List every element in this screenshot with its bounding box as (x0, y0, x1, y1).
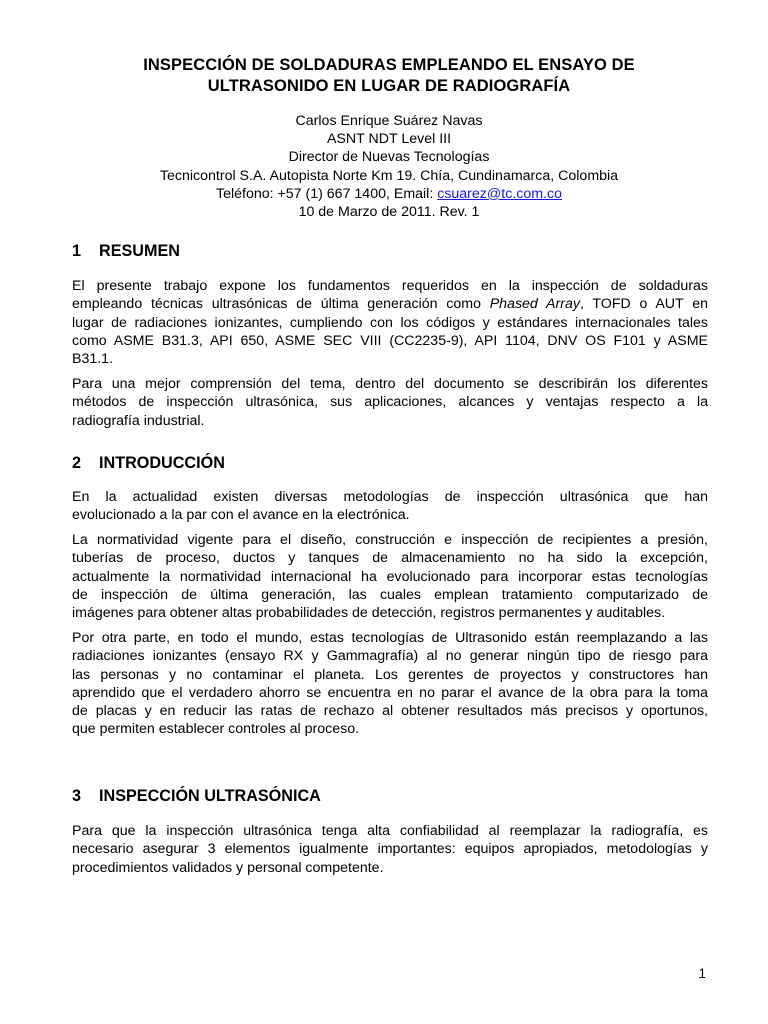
text-run: , TOFD o AUT en (579, 296, 708, 313)
section-number: 2 (72, 454, 82, 472)
paragraph-line: métodos de inspección ultrasónica, sus aplicaciones, alcances y ventajas respecto a la (72, 394, 708, 411)
paragraph-line: de inspección de última generación, las cuales emplean tratamiento computarizado de (72, 586, 708, 603)
author-email-link[interactable]: csuarez@tc.com.co (437, 185, 563, 202)
paragraph-line: procedimientos validados y personal competente. (72, 859, 384, 876)
paragraph-resumen-1 (72, 277, 708, 368)
author-name: Carlos Enrique Suárez Navas (295, 113, 483, 129)
section-title: INTRODUCCIÓN (99, 454, 225, 472)
section-heading-introduccion (72, 453, 225, 473)
author-credential: ASNT NDT Level III (326, 131, 452, 148)
paragraph-introduccion-2 (72, 531, 708, 622)
author-date: 10 de Marzo de 2011. Rev. 1 (298, 204, 480, 221)
paragraph-line: tuberías de proceso, ductos y tanques de almacenamiento no ha sido la excepción, (72, 550, 708, 567)
author-position: Director de Nuevas Tecnologías (288, 149, 490, 166)
paragraph-line: las personas y no contaminar el planeta. Los gerentes de proyectos y constructores han (72, 666, 708, 683)
paragraph-line: El presente trabajo expone los fundamentos requeridos en la inspección de soldaduras (72, 278, 708, 294)
paragraph-line: Para una mejor comprensión del tema, dentro del documento se describirán los diferentes (72, 376, 708, 392)
paragraph-line: Por otra parte, en todo el mundo, estas tecnologías de Ultrasonido están reemplazando a las (72, 630, 708, 646)
paragraph-line: radiografía industrial. (72, 412, 205, 429)
paragraph-line: imágenes para obtener altas probabilidades de detección, registros permanentes y auditables. (72, 605, 666, 622)
paragraph-resumen-2 (72, 375, 708, 430)
section-number: 3 (72, 787, 82, 805)
author-phone: Teléfono: +57 (1) 667 1400, Email: (215, 185, 438, 202)
text-run: empleando técnicas ultrasónicas de última generación como (72, 296, 490, 313)
section-heading-resumen (72, 241, 180, 261)
paragraph-line: evolucionado a la par con el avance en la electrónica. (72, 507, 410, 524)
paragraph-line: B31.1. (72, 351, 114, 368)
paragraph-line: aprendido que el verdadero ahorro se encuentra en no parar el avance de la obra para la toma (72, 684, 708, 701)
paragraph-line (72, 295, 708, 313)
paragraph-line: como ASME B31.3, API 650, ASME SEC VIII (CC2235-9), API 1104, DNV OS F101 y ASME (72, 332, 708, 349)
section-heading-inspeccion-ultrasonica (72, 786, 321, 806)
section-title: INSPECCIÓN ULTRASÓNICA (99, 787, 321, 805)
paragraph-line: que permiten establecer controles al proceso. (72, 721, 360, 738)
paragraph-line: actualmente la normatividad internacional ha evolucionado para incorporar estas tecnologías (72, 568, 708, 585)
author-block (70, 112, 708, 221)
paragraph-line: En la actualidad existen diversas metodologías de inspección ultrasónica que han (72, 489, 708, 505)
paragraph-line: de placas y en reducir las ratas de rechazo al obtener resultados más precisos y oportunos, (72, 703, 708, 720)
paragraph-introduccion-1 (72, 488, 708, 525)
page-number: 1 (698, 966, 706, 981)
paragraph-introduccion-3 (72, 629, 708, 739)
title-line-2: ULTRASONIDO EN LUGAR DE RADIOGRAFÍA (207, 77, 571, 95)
paragraph-line: Para que la inspección ultrasónica tenga alta confiabilidad al reemplazar la radiografía, es (72, 823, 708, 839)
section-number: 1 (72, 242, 82, 260)
emphasis-phased-array: Phased Array (489, 296, 580, 313)
paragraph-line: La normatividad vigente para el diseño, construcción e inspección de recipientes a presión, (72, 532, 708, 548)
paragraph-line: lugar de radiaciones ionizantes, cumpliendo con los códigos y estándares internacionales tales (72, 314, 708, 331)
author-address: Tecnicontrol S.A. Autopista Norte Km 19. Chía, Cundinamarca, Colombia (159, 167, 619, 184)
author-contact (70, 185, 708, 203)
title-line-1: INSPECCIÓN DE SOLDADURAS EMPLEANDO EL ENSAYO DE (143, 56, 635, 74)
paragraph-line: radiaciones ionizantes (ensayo RX y Gammagrafía) al no generar ningún tipo de riesgo para (72, 648, 708, 665)
section-title: RESUMEN (99, 242, 180, 260)
paragraph-inspeccion-1 (72, 822, 708, 877)
paragraph-line: necesario asegurar 3 elementos igualmente importantes: equipos apropiados, metodologías y (72, 841, 708, 858)
document-title (70, 55, 708, 97)
